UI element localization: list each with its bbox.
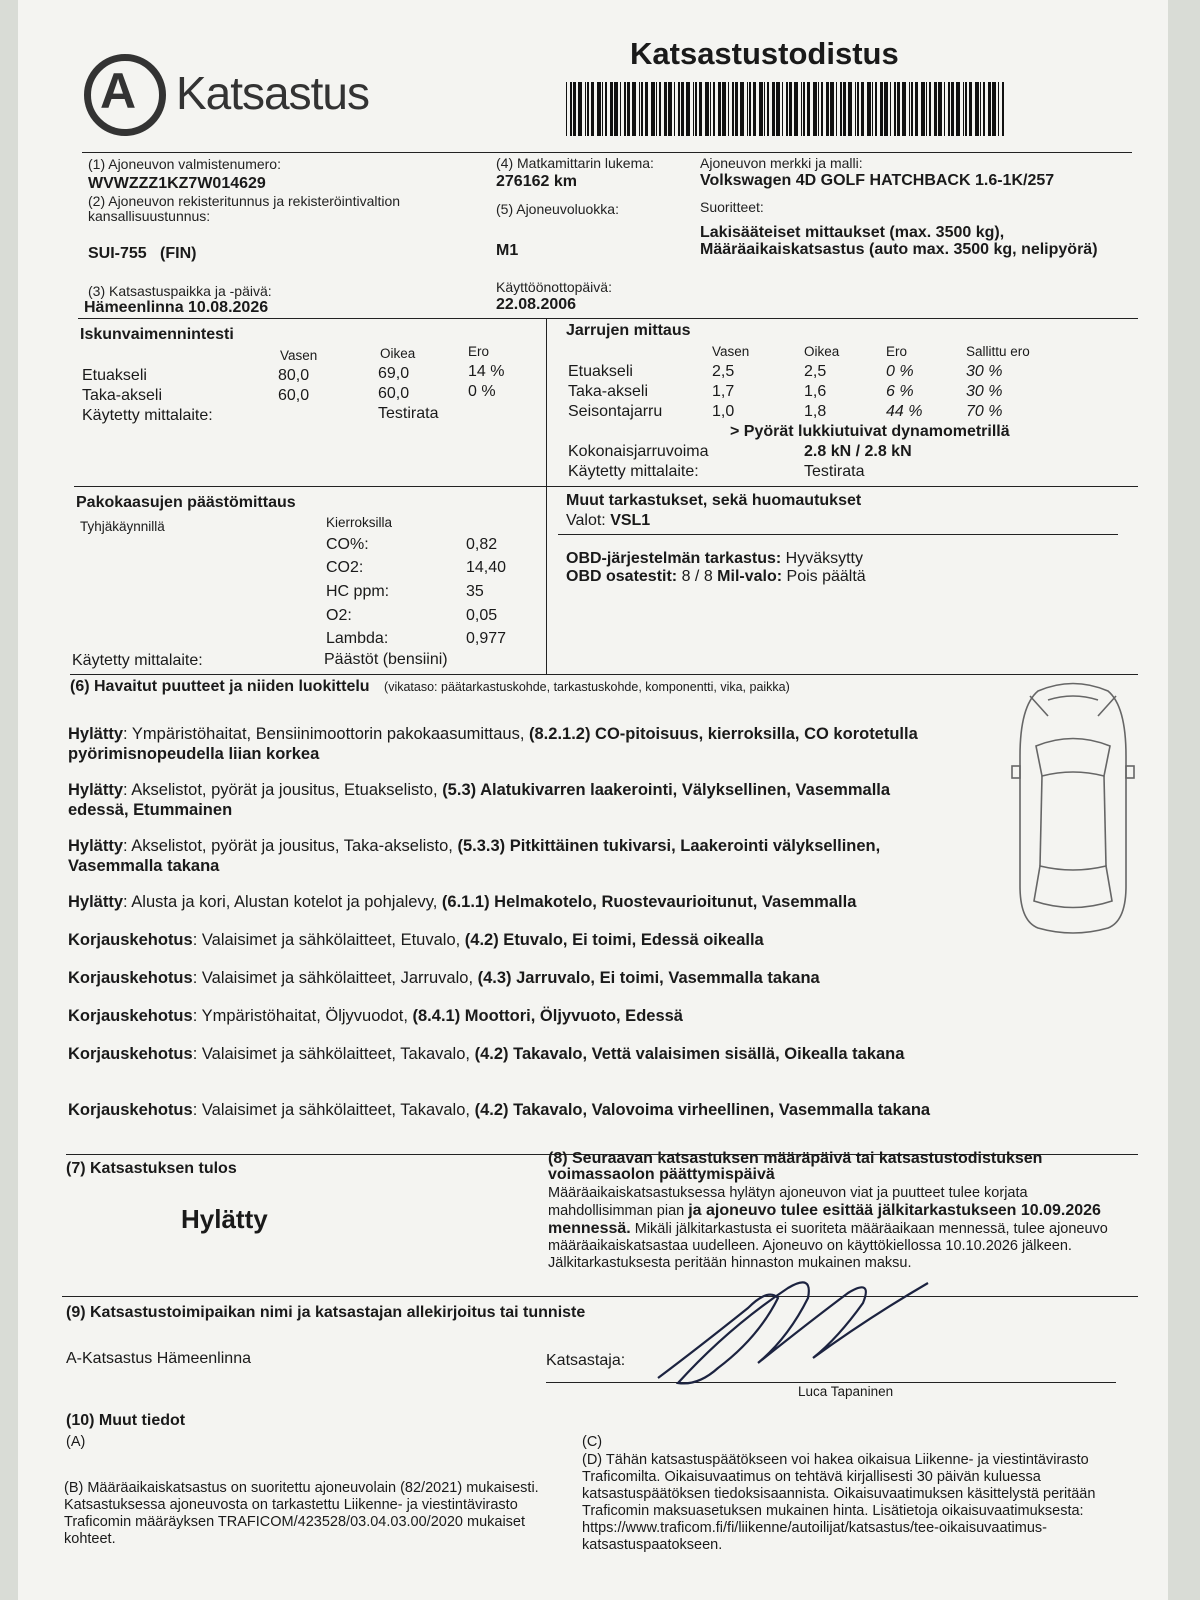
barcode-bar — [944, 82, 945, 136]
barcode-bar — [926, 82, 927, 136]
result-value: Hylätty — [181, 1204, 268, 1234]
lights-label: Valot: — [566, 512, 606, 529]
brakes-row-right: 1,6 — [804, 383, 827, 400]
barcode-bar — [624, 82, 626, 136]
class-value: M1 — [496, 242, 519, 259]
barcode-bar — [803, 82, 805, 136]
brakes-row-allowed: 30 % — [966, 383, 1003, 400]
barcode-bar — [911, 82, 913, 136]
place-value: Hämeenlinna 10.08.2026 — [84, 299, 269, 316]
emission-label: O2: — [326, 607, 352, 624]
brakes-row-right: 2,5 — [804, 363, 827, 380]
barcode-bar — [722, 82, 726, 136]
barcode-bar — [776, 82, 780, 136]
shock-row-label: Taka-akseli — [82, 387, 163, 404]
brakes-device-label: Käytetty mittalaite: — [568, 463, 699, 480]
shock-row-label: Etuakseli — [82, 367, 147, 384]
divider — [558, 534, 1118, 535]
barcode-bar — [627, 82, 630, 136]
signature-icon — [638, 1268, 968, 1398]
emission-label: CO%: — [326, 536, 369, 553]
mil-label: Mil-valo: — [717, 568, 783, 585]
barcode-bar — [656, 82, 657, 136]
shock-row-right: 69,0 — [378, 365, 410, 382]
barcode-bar — [821, 82, 823, 136]
brakes-row-allowed: 70 % — [966, 403, 1003, 420]
barcode-bar — [909, 82, 910, 136]
shock-row-diff: 14 % — [468, 363, 505, 380]
barcode-bar — [602, 82, 603, 136]
barcode-bar — [620, 82, 621, 136]
brakes-row-label: Taka-akseli — [568, 383, 649, 400]
barcode-bar — [610, 82, 613, 136]
shock-col-left: Vasen — [280, 348, 318, 363]
defect-item: Hylätty: Akselistot, pyörät ja jousitus, Taka-akselisto, (5.3.3) Pitkittäinen tukivarsi, Laakerointi välyksellinen, Vasemmalla takana — [68, 837, 881, 875]
shock-title: Iskunvaimennintesti — [80, 326, 234, 343]
next-inspection-text: Määräaikaiskatsastuksessa hylätyn ajoneuvon viat ja puutteet tulee korjata mahdollisimman pian ja ajoneuvo tulee esittää jälkitarkastukseen 10.09.2026 mennessä. Mikäli jälkitarkastusta ei suoriteta määräaikaan mennessä, tulee ajoneuvo määräaikaiskatsastaa uudelleen. Ajoneuvo on käyttökiellossa 10.10.2026 jälkeen. Jälkitarkastuksesta peritään hinnaston mukainen maksu. — [548, 1185, 1108, 1271]
odometer-label: (4) Matkamittarin lukema: — [496, 155, 654, 171]
barcode-bar — [840, 82, 842, 136]
brakes-row-label: Etuakseli — [568, 363, 633, 380]
barcode-bar — [678, 82, 680, 136]
misc-title: (10) Muut tiedot — [66, 1412, 186, 1429]
shock-row-diff: 0 % — [468, 383, 496, 400]
barcode-bar — [767, 82, 769, 136]
logo-letter: A — [100, 63, 137, 119]
divider — [74, 486, 1138, 487]
barcode-bar — [855, 82, 856, 136]
brakes-row-right: 1,8 — [804, 403, 827, 420]
barcode-bar — [695, 82, 697, 136]
divider — [82, 152, 1132, 153]
emissions-idle-label: Tyhjäkäynnillä — [80, 519, 165, 534]
emission-value: 14,40 — [466, 559, 507, 576]
brakes-row-allowed: 30 % — [966, 363, 1003, 380]
barcode-bar — [718, 82, 721, 136]
brakes-col-diff: Ero — [886, 344, 908, 359]
brakes-row-left: 2,5 — [712, 363, 735, 380]
barcode-bar — [988, 82, 991, 136]
emissions-title: Pakokaasujen päästömittaus — [76, 494, 296, 511]
barcode-bar — [728, 82, 729, 136]
brakes-col-left: Vasen — [712, 344, 750, 359]
brakes-col-right: Oikea — [804, 344, 840, 359]
barcode-bar — [992, 82, 996, 136]
emissions-device-label: Käytetty mittalaite: — [72, 652, 203, 669]
brakes-col-allowed: Sallittu ero — [966, 344, 1030, 359]
emission-value: 0,977 — [466, 630, 507, 647]
barcode-bar — [686, 82, 690, 136]
odometer-value: 276162 km — [496, 173, 577, 190]
shock-device-value: Testirata — [378, 405, 439, 422]
shock-row-left: 60,0 — [278, 387, 310, 404]
barcode-bar — [965, 82, 967, 136]
reg-label: (2) Ajoneuvon rekisteritunnus ja rekisteröintivaltion kansallisuustunnus: — [88, 193, 401, 224]
obd-tests-value: 8 / 8 — [681, 568, 713, 585]
divider — [78, 318, 1138, 319]
brakes-row-diff: 0 % — [886, 363, 914, 380]
defect-item: Hylätty: Ympäristöhaitat, Bensiinimoottorin pakokaasumittaus, (8.2.1.2) CO-pitoisuus, kierroksilla, CO korotetulla pyörimisnopeudella liian korkea — [68, 725, 918, 763]
obd-label: OBD-järjestelmän tarkastus: — [566, 550, 782, 567]
inspector-label: Katsastaja: — [546, 1352, 626, 1369]
barcode-bar — [639, 82, 640, 136]
divider — [70, 674, 1138, 675]
barcode-bar — [818, 82, 819, 136]
barcode-bar — [585, 82, 586, 136]
barcode-bar — [699, 82, 702, 136]
barcode-bar — [681, 82, 684, 136]
shock-row-right: 60,0 — [378, 385, 410, 402]
barcode-bar — [772, 82, 775, 136]
defect-item: Korjauskehotus: Ympäristöhaitat, Öljyvuodot, (8.4.1) Moottori, Öljyvuoto, Edessä — [68, 1007, 683, 1025]
defects-subtitle: (vikataso: päätarkastuskohde, tarkastuskohde, komponentti, vika, paikka) — [384, 680, 790, 694]
make-value: Volkswagen 4D GOLF HATCHBACK 1.6-1K/257 — [700, 172, 1055, 189]
performances-label: Suoritteet: — [700, 199, 764, 215]
barcode-bar — [645, 82, 648, 136]
barcode-bar — [794, 82, 798, 136]
brakes-title: Jarrujen mittaus — [566, 322, 691, 339]
barcode-bar — [998, 82, 999, 136]
defect-item: Korjauskehotus: Valaisimet ja sähkölaitteet, Takavalo, (4.2) Takavalo, Valovoima virheellinen, Vasemmalla takana — [68, 1101, 931, 1119]
misc-b: (B) Määräaikaiskatsastus on suoritettu ajoneuvolain (82/2021) mukaisesti. Katsastuksessa ajoneuvosta on tarkastettu Liikenne- ja viestintävirasto Traficomin määräyksen TRAFICOM/423528/03.04.03.00/2020 mukaiset kohteet. — [64, 1480, 539, 1547]
brakes-row-diff: 6 % — [886, 383, 914, 400]
barcode-bar — [632, 82, 636, 136]
emission-label: HC ppm: — [326, 583, 390, 600]
shock-row-left: 80,0 — [278, 367, 310, 384]
inspection-certificate — [18, 0, 1168, 1600]
divider — [546, 318, 547, 674]
barcode-bar — [872, 82, 873, 136]
barcode-bar — [813, 82, 817, 136]
vin-label: (1) Ajoneuvon valmistenumero: — [88, 156, 281, 172]
misc-a: (A) — [66, 1434, 86, 1450]
barcode-bar — [573, 82, 576, 136]
barcode-bar — [826, 82, 829, 136]
brakes-total-value: 2.8 kN / 2.8 kN — [804, 443, 912, 460]
barcode-bar — [843, 82, 846, 136]
barcode-bar — [861, 82, 864, 136]
barcode-bar — [749, 82, 751, 136]
barcode-bar — [740, 82, 744, 136]
barcode-bar — [807, 82, 810, 136]
barcode-bar — [880, 82, 883, 136]
divider — [62, 1296, 1138, 1297]
barcode-bar — [570, 82, 572, 136]
barcode-bar — [980, 82, 981, 136]
barcode-bar — [867, 82, 871, 136]
barcode-bar — [591, 82, 594, 136]
inspector-name: Luca Tapaninen — [798, 1384, 894, 1399]
defect-item: Korjauskehotus: Valaisimet ja sähkölaitteet, Etuvalo, (4.2) Etuvalo, Ei toimi, Edessä oikealla — [68, 931, 764, 949]
defects-title: (6) Havaitut puutteet ja niiden luokittelu — [70, 678, 370, 695]
barcode-bar — [801, 82, 802, 136]
barcode-bar — [759, 82, 763, 136]
barcode-bar — [641, 82, 643, 136]
barcode-bar — [890, 82, 891, 136]
car-diagram-icon — [1008, 676, 1138, 936]
emission-label: Lambda: — [326, 630, 389, 647]
brakes-note: > Pyörät lukkiutuivat dynamometrillä — [730, 423, 1010, 440]
mil-value: Pois päältä — [786, 568, 866, 585]
barcode-bar — [948, 82, 950, 136]
barcode-bar — [674, 82, 675, 136]
barcode-bar — [782, 82, 783, 136]
barcode-bar — [735, 82, 738, 136]
barcode-bar — [894, 82, 896, 136]
class-label: (5) Ajoneuvoluokka: — [496, 201, 619, 217]
obd-tests-label: OBD osatestit: — [566, 568, 678, 585]
barcode-bar — [929, 82, 931, 136]
barcode-bar — [651, 82, 655, 136]
barcode-bar — [963, 82, 964, 136]
emission-value: 0,05 — [466, 607, 498, 624]
barcode-bar — [836, 82, 837, 136]
defect-item: Korjauskehotus: Valaisimet ja sähkölaitteet, Jarruvalo, (4.3) Jarruvalo, Ei toimi, Vasemmalla takana — [68, 969, 820, 987]
emissions-device-value: Päästöt (bensiini) — [324, 651, 448, 668]
lights-value: VSL1 — [610, 512, 651, 529]
barcode-bar — [710, 82, 711, 136]
barcode-bar — [587, 82, 589, 136]
barcode-bar — [975, 82, 979, 136]
barcode-bar — [566, 82, 567, 136]
barcode-bar — [659, 82, 661, 136]
emission-value: 35 — [466, 583, 484, 600]
other-title: Muut tarkastukset, sekä huomautukset — [566, 492, 862, 509]
defect-item: Korjauskehotus: Valaisimet ja sähkölaitteet, Takavalo, (4.2) Takavalo, Vettä valaisimen sisällä, Oikealla takana — [68, 1045, 905, 1063]
barcode-bar — [934, 82, 937, 136]
station-name: A-Katsastus Hämeenlinna — [66, 1350, 251, 1367]
barcode-bar — [789, 82, 792, 136]
reg-value: SUI-755 (FIN) — [88, 245, 197, 262]
barcode-bar — [693, 82, 694, 136]
brakes-row-diff: 44 % — [886, 403, 923, 420]
barcode-bar — [884, 82, 888, 136]
brakes-total-label: Kokonaisjarruvoima — [568, 443, 709, 460]
brakes-row-label: Seisontajarru — [568, 403, 663, 420]
barcode-bar — [1002, 82, 1004, 136]
barcode-bar — [664, 82, 667, 136]
deploy-value: 22.08.2006 — [496, 296, 577, 313]
vin-value: WVWZZZ1KZ7W014629 — [88, 175, 266, 192]
place-label: (3) Katsastuspaikka ja -päivä: — [88, 283, 272, 299]
next-inspection-title: (8) Seuraavan katsastuksen määräpäivä tai katsastustodistuksen voimassaolon päättymispäivä — [548, 1150, 1043, 1183]
make-label: Ajoneuvon merkki ja malli: — [700, 155, 863, 171]
barcode-bar — [578, 82, 582, 136]
barcode-bar — [848, 82, 852, 136]
barcode-icon — [566, 82, 1006, 136]
barcode-bar — [951, 82, 954, 136]
barcode-bar — [857, 82, 859, 136]
deploy-label: Käyttöönottopäivä: — [496, 279, 612, 295]
barcode-bar — [597, 82, 601, 136]
brakes-row-left: 1,0 — [712, 403, 735, 420]
shock-device-label: Käytetty mittalaite: — [82, 407, 213, 424]
barcode-bar — [605, 82, 607, 136]
result-title: (7) Katsastuksen tulos — [66, 1160, 237, 1177]
brakes-row-left: 1,7 — [712, 383, 735, 400]
brakes-device-value: Testirata — [804, 463, 865, 480]
signature-title: (9) Katsastustoimipaikan nimi ja katsastajan allekirjoitus tai tunniste — [66, 1304, 586, 1321]
barcode-bar — [786, 82, 788, 136]
emissions-rpm-label: Kierroksilla — [326, 515, 393, 530]
barcode-bar — [705, 82, 709, 136]
barcode-bar — [732, 82, 734, 136]
barcode-bar — [969, 82, 972, 136]
defect-item: Hylätty: Akselistot, pyörät ja jousitus, Etuakselisto, (5.3) Alatukivarren laakerointi, Välyksellinen, Vasemmalla edessä, Etummainen — [68, 781, 891, 819]
barcode-bar — [938, 82, 942, 136]
barcode-bar — [902, 82, 906, 136]
misc-c: (C) — [582, 1434, 603, 1450]
barcode-bar — [747, 82, 748, 136]
barcode-bar — [875, 82, 877, 136]
logo-text: Katsastus — [176, 67, 369, 119]
emission-label: CO2: — [326, 559, 364, 576]
defect-item: Hylätty: Alusta ja kori, Alustan kotelot ja pohjalevy, (6.1.1) Helmakotelo, Ruostevaurioitunut, Vasemmalla — [68, 893, 857, 911]
performances-value: Lakisääteiset mittaukset (max. 3500 kg), Määräaikaiskatsastus (auto max. 3500 kg, nelipyörä) — [700, 224, 1098, 258]
barcode-bar — [915, 82, 918, 136]
barcode-bar — [713, 82, 715, 136]
misc-d: (D) Tähän katsastuspäätökseen voi hakea oikaisua Liikenne- ja viestintävirasto Traficomilta. Oikaisuvaatimus on tehtävä kirjallisesti 30 päivän kuluessa katsastuspäätöksen tiedoksisaannista. Oikaisuvaatimuksen käsittelystä peritään Traficomin maksuasetuksen mukainen hinta. Lisätietoja oikaisuvaatimuksesta: https://www.traficom.fi/fi/liikenne/autoilijat/katsastus/tee-oikaisuvaatimus-katsastuspaatokseen. — [582, 1452, 1096, 1553]
emission-value: 0,82 — [466, 536, 498, 553]
obd-value: Hyväksytty — [785, 550, 863, 567]
shock-col-diff: Ero — [468, 344, 490, 359]
barcode-bar — [614, 82, 618, 136]
barcode-bar — [830, 82, 834, 136]
barcode-bar — [897, 82, 900, 136]
barcode-bar — [956, 82, 960, 136]
shock-col-right: Oikea — [380, 346, 416, 361]
barcode-bar — [764, 82, 765, 136]
barcode-bar — [753, 82, 756, 136]
barcode-bar — [668, 82, 672, 136]
barcode-bar — [921, 82, 925, 136]
barcode-bar — [983, 82, 985, 136]
document-title: Katsastustodistus — [630, 36, 899, 71]
